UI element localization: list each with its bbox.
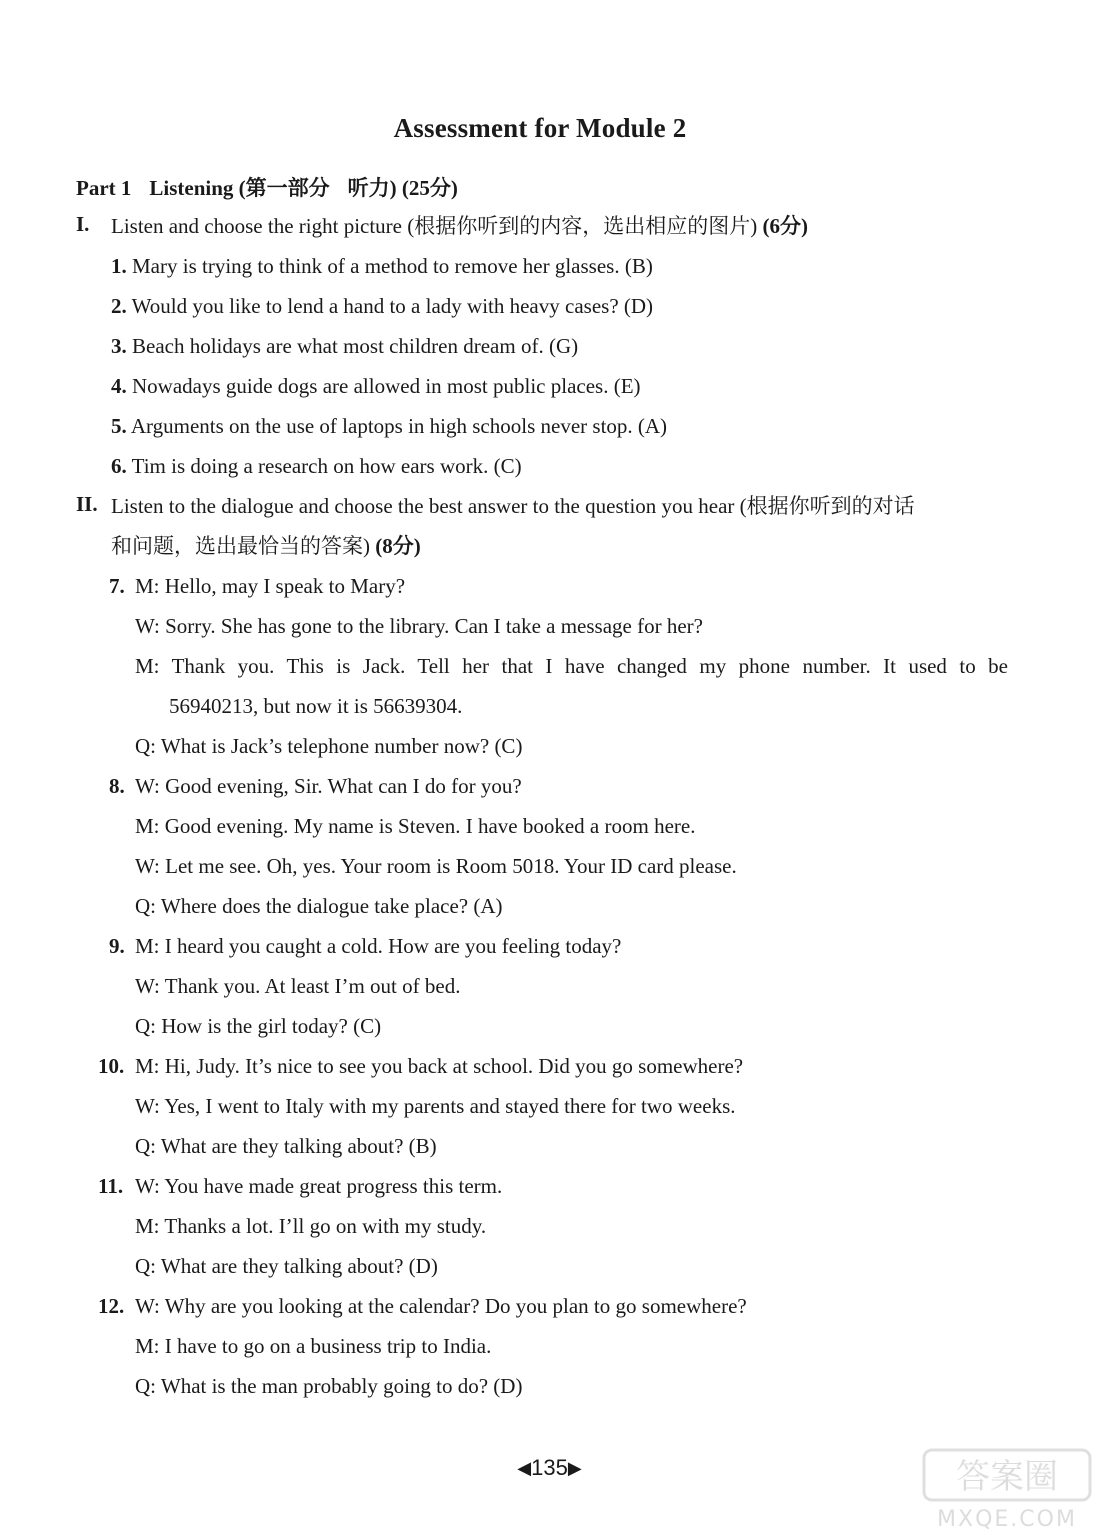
watermark-bottom-text: MXQE.COM — [937, 1507, 1077, 1532]
dialogue-number: 11. — [98, 1174, 124, 1198]
item-text: Arguments on the use of laptops in high schools never stop. (A) — [130, 414, 668, 438]
dialogue-line: M: Hi, Judy. It’s nice to see you back at school. Did you go somewhere? — [135, 1054, 744, 1078]
dialogue-line: M: Good evening. My name is Steven. I have booked a room here. — [135, 814, 696, 838]
watermark-top-text: 答案圈 — [956, 1457, 1058, 1497]
dialogue-number: 10. — [98, 1054, 125, 1078]
list-item — [111, 292, 653, 320]
item-text: Mary is trying to think of a method to remove her glasses. (B) — [132, 254, 653, 278]
dialogue-line: M: I heard you caught a cold. How are you feeling today? — [135, 934, 622, 958]
dialogue-number: 12. — [98, 1294, 125, 1318]
dialogue-line: M: Hello, may I speak to Mary? — [135, 574, 406, 598]
left-triangle-icon: ◀ — [517, 1458, 532, 1478]
list-item — [111, 372, 641, 400]
item-number: 5. — [111, 414, 127, 438]
section-ii-instruction-line2 — [111, 532, 421, 560]
dialogue-line: Q: How is the girl today? (C) — [135, 1014, 382, 1038]
dialogue-line: W: You have made great progress this term. — [135, 1174, 503, 1198]
item-number: 4. — [111, 374, 127, 398]
section-i-roman: I. — [76, 212, 90, 236]
list-item — [111, 252, 653, 280]
right-triangle-icon: ▶ — [567, 1458, 582, 1478]
dialogue-line: W: Good evening, Sir. What can I do for you? — [135, 774, 522, 798]
page-number-text: 135 — [531, 1455, 568, 1480]
section-ii-instruction-line1: Listen to the dialogue and choose the best answer to the question you hear (根据你听到的对话 — [111, 494, 915, 518]
item-text: Tim is doing a research on how ears work. (C) — [131, 454, 522, 478]
part1-label: Part 1 — [76, 176, 132, 200]
dialogue-line: 56940213, but now it is 56639304. — [169, 694, 463, 718]
dialogue-number: 9. — [109, 934, 125, 958]
item-text: Would you like to lend a hand to a lady with heavy cases? (D) — [131, 294, 654, 318]
dialogue-line: W: Why are you looking at the calendar? Do you plan to go somewhere? — [135, 1294, 747, 1318]
dialogue-line: W: Yes, I went to Italy with my parents and stayed there for two weeks. — [135, 1094, 736, 1118]
dialogue-number: 7. — [109, 574, 125, 598]
dialogue-line: Q: What is Jack’s telephone number now? (C) — [135, 734, 523, 758]
dialogue-line: W: Sorry. She has gone to the library. Can I take a message for her? — [135, 614, 703, 638]
dialogue-line: Q: Where does the dialogue take place? (A) — [135, 894, 503, 918]
dialogue-line: Q: What are they talking about? (D) — [135, 1254, 438, 1278]
list-item — [111, 452, 522, 480]
watermark-logo — [922, 1448, 1092, 1532]
section-i-instruction — [111, 212, 808, 240]
item-number: 1. — [111, 254, 127, 278]
part1-heading — [76, 172, 458, 202]
part1-title-2: 听力) (25分) — [347, 176, 458, 200]
section-i-instruction-text: Listen and choose the right picture (根据你听到的内容，选出相应的图片) — [111, 214, 758, 238]
section-i-score: (6分) — [762, 214, 808, 238]
dialogue-line: M: Thank you. This is Jack. Tell her that I have changed my phone number. It used to be — [135, 654, 1008, 678]
dialogue-line: M: I have to go on a business trip to India. — [135, 1334, 492, 1358]
part1-title: Listening (第一部分 — [149, 176, 330, 200]
dialogue-line: W: Thank you. At least I’m out of bed. — [135, 974, 461, 998]
section-ii-score: (8分) — [375, 534, 421, 558]
page-title: Assessment for Module 2 — [393, 113, 687, 143]
dialogue-line: Q: What is the man probably going to do? (D) — [135, 1374, 523, 1398]
item-text: Beach holidays are what most children dream of. (G) — [132, 334, 579, 358]
item-number: 6. — [111, 454, 127, 478]
list-item — [111, 332, 578, 360]
dialogue-number: 8. — [109, 774, 125, 798]
list-item — [111, 412, 667, 440]
dialogue-line: W: Let me see. Oh, yes. Your room is Room 5018. Your ID card please. — [135, 854, 737, 878]
section-ii-roman: II. — [76, 492, 98, 516]
dialogue-line: M: Thanks a lot. I’ll go on with my study. — [135, 1214, 487, 1238]
section-ii-instruction-text: 和问题，选出最恰当的答案) — [111, 534, 370, 558]
item-number: 2. — [111, 294, 127, 318]
item-number: 3. — [111, 334, 127, 358]
item-text: Nowadays guide dogs are allowed in most public places. (E) — [132, 374, 641, 398]
dialogue-line: Q: What are they talking about? (B) — [135, 1134, 437, 1158]
